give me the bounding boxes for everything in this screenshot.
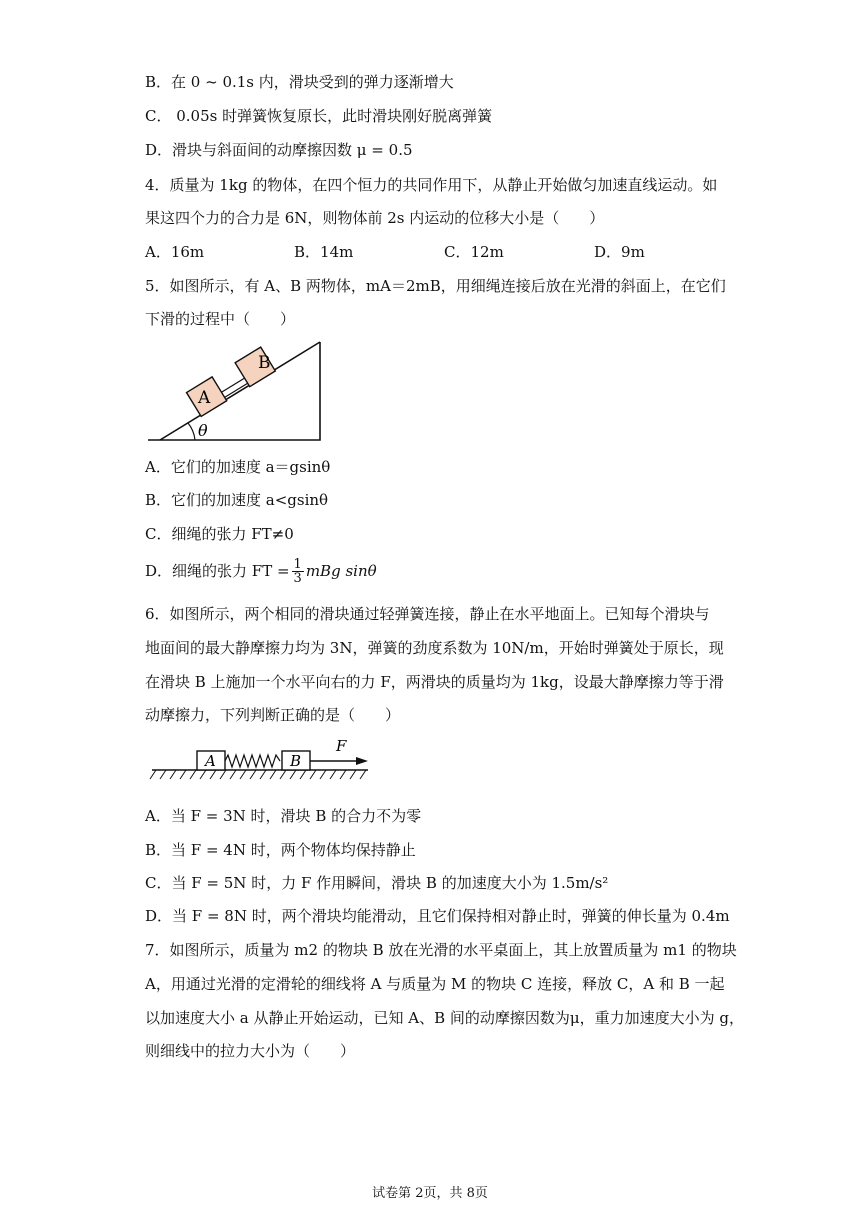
q6-option-a: A．当 F = 3N 时，滑块 B 的合力不为零 [145,807,422,825]
q4-option-a: A．16m [145,243,205,261]
q4-option-d: D．9m [594,243,645,261]
q3-option-b: B．在 0 ~ 0.1s 内，滑块受到的弹力逐渐增大 [145,73,454,91]
q5-figure-label-a: A [198,388,211,408]
q5-option-d [145,556,377,586]
q6-option-d: D．当 F = 8N 时，两个滑块均能滑动，且它们保持相对静止时，弹簧的伸长量为 0.4m [145,907,730,925]
q5-option-b: B．它们的加速度 a<gsinθ [145,491,329,509]
q3-option-d: D．滑块与斜面间的动摩擦因数 μ = 0.5 [145,141,413,159]
q6-stem-line3: 在滑块 B 上施加一个水平向右的力 F，两滑块的质量均为 1kg，设最大静摩擦力等于滑 [145,673,724,691]
page-footer: 试卷第 2页，共 8页 [372,1186,488,1201]
q4-stem-line1: 4．质量为 1kg 的物体，在四个恒力的共同作用下，从静止开始做匀加速直线运动。如 [145,176,718,194]
q5-incline-figure [140,330,330,448]
q4-stem-line2: 果这四个力的合力是 6N，则物体前 2s 内运动的位移大小是（ ） [145,209,605,227]
q6-option-c: C．当 F = 5N 时，力 F 作用瞬间，滑块 B 的加速度大小为 1.5m/s² [145,874,609,892]
q7-stem-line2: A，用通过光滑的定滑轮的细线将 A 与质量为 M 的物块 C 连接，释放 C，A 和 B 一起 [145,975,725,993]
q5-figure-label-b: B [258,353,271,373]
q5-option-a: A．它们的加速度 a＝gsinθ [145,458,331,476]
q3-option-c: C． 0.05s 时弹簧恢复原长，此时滑块刚好脱离弹簧 [145,107,493,125]
q6-stem-line1: 6．如图所示，两个相同的滑块通过轻弹簧连接，静止在水平地面上。已知每个滑块与 [145,605,710,623]
q6-figure-label-f: F [336,737,347,755]
q6-option-b: B．当 F = 4N 时，两个物体均保持静止 [145,841,416,859]
q5-option-c: C．细绳的张力 FT≠0 [145,525,294,543]
q6-stem-line4: 动摩擦力，下列判断正确的是（ ） [145,706,401,724]
q4-option-c: C．12m [444,243,504,261]
q6-stem-line2: 地面间的最大静摩擦力均为 3N，弹簧的劲度系数为 10N/m，开始时弹簧处于原长，现 [145,639,724,657]
q7-stem-line1: 7．如图所示，质量为 m2 的物块 B 放在光滑的水平桌面上，其上放置质量为 m1 的物块 [145,941,737,959]
q5-stem-line1: 5．如图所示，有 A、B 两物体，mA＝2mB，用细绳连接后放在光滑的斜面上，在它们 [145,277,726,295]
q7-stem-line4: 则细线中的拉力大小为（ ） [145,1042,356,1060]
q5-option-d-suffix: mBg sinθ [305,562,377,580]
q6-figure-label-b: B [290,752,302,770]
q5-option-d-denominator: 3 [293,570,302,586]
q6-spring-figure [148,735,373,785]
q5-option-d-fraction [292,558,304,585]
q6-figure-label-a: A [205,752,216,770]
q5-figure-label-theta: θ [198,421,208,440]
q5-option-d-numerator: 1 [293,556,302,572]
q7-stem-line3: 以加速度大小 a 从静止开始运动，已知 A、B 间的动摩擦因数为μ，重力加速度大小为 g， [145,1009,744,1027]
q4-option-b: B．14m [294,243,354,261]
q5-stem-line2: 下滑的过程中（ ） [145,310,296,328]
q5-option-d-prefix: D．细绳的张力 FT = [145,562,290,580]
